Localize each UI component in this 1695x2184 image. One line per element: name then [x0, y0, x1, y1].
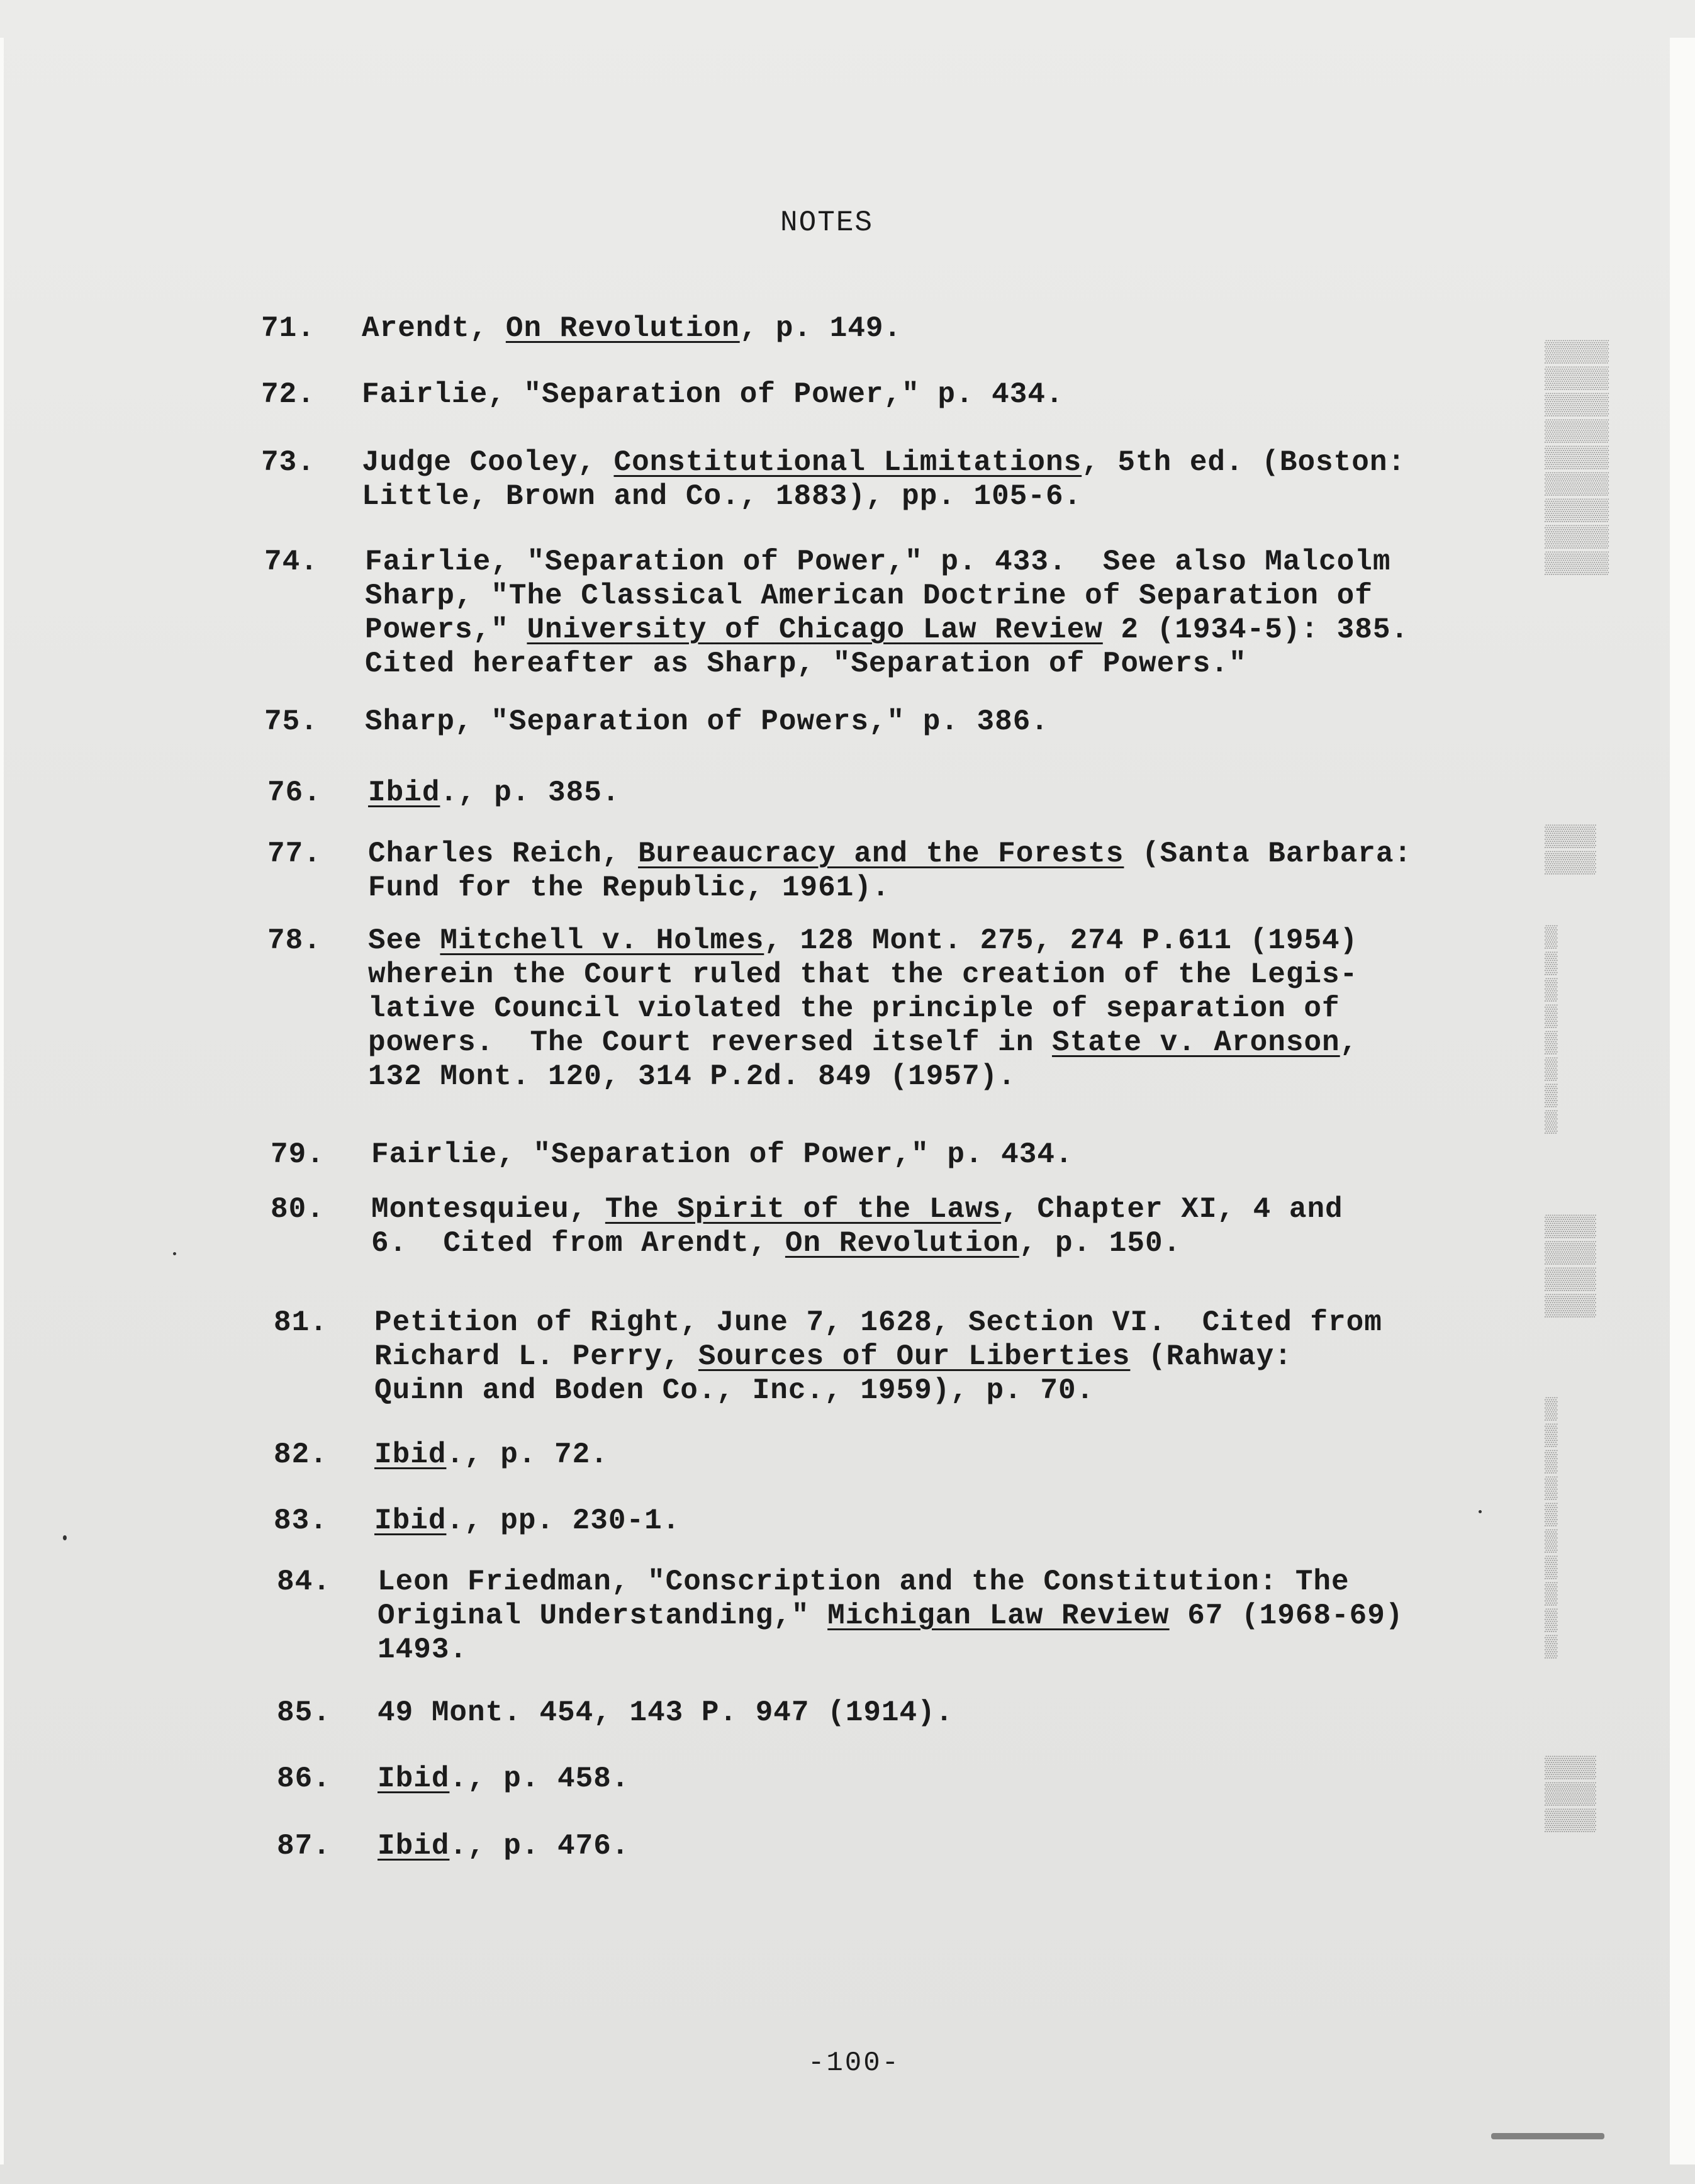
text-segment: powers. The Court reversed itself in: [368, 1026, 1052, 1059]
note-number: 74.: [264, 546, 318, 578]
page-edge-right: [1670, 38, 1695, 2164]
note-text: [371, 1138, 1504, 1172]
note-text: [362, 378, 1494, 412]
text-segment: Sharp, "The Classical American Doctrine of Separation of: [365, 580, 1373, 612]
note-line: [371, 1138, 1504, 1172]
text-segment: 49 Mont. 454, 143 P. 947 (1914).: [378, 1696, 954, 1729]
underlined-title: Ibid: [378, 1830, 450, 1862]
note-number: 73.: [261, 446, 315, 479]
underlined-title: Ibid: [378, 1762, 450, 1795]
note-line: [362, 445, 1494, 479]
note-text: [378, 1762, 1510, 1796]
text-segment: ., p. 385.: [440, 776, 620, 809]
note-text: [374, 1306, 1507, 1408]
underlined-title: University of Chicago Law Review: [527, 613, 1103, 646]
note-line: [368, 1060, 1501, 1094]
text-segment: 67 (1968-69): [1169, 1599, 1404, 1632]
note-number: 76.: [267, 776, 322, 809]
note-number: 87.: [277, 1830, 331, 1862]
text-segment: Fairlie, "Separation of Power," p. 434.: [362, 378, 1064, 411]
text-segment: Richard L. Perry,: [374, 1340, 698, 1373]
text-segment: 6. Cited from Arendt,: [371, 1227, 785, 1260]
text-segment: lative Council violated the principle of separation of: [368, 992, 1340, 1025]
note-line: [374, 1504, 1507, 1538]
text-segment: Powers,": [365, 613, 527, 646]
note-line: [378, 1599, 1510, 1633]
note-line: [368, 871, 1501, 905]
note-line: [368, 924, 1501, 958]
note-number: 83.: [274, 1504, 328, 1537]
underlined-title: State v. Aronson: [1051, 1026, 1340, 1059]
note-line: [374, 1438, 1507, 1472]
text-segment: Quinn and Boden Co., Inc., 1959), p. 70.: [374, 1374, 1095, 1407]
note-line: [365, 579, 1497, 613]
note-line: [365, 545, 1497, 579]
text-segment: ., p. 476.: [449, 1830, 630, 1862]
note-number: 75.: [264, 705, 318, 738]
note-line: [378, 1829, 1510, 1863]
note-line: [374, 1374, 1507, 1408]
note-line: [378, 1565, 1510, 1599]
text-segment: Petition of Right, June 7, 1628, Section VI. Cited from: [374, 1306, 1382, 1339]
note-line: [365, 647, 1497, 681]
note-line: [374, 1306, 1507, 1340]
text-segment: ., pp. 230-1.: [446, 1504, 681, 1537]
underlined-title: Sources of Our Liberties: [698, 1340, 1131, 1373]
text-segment: Little, Brown and Co., 1883), pp. 105-6.: [362, 480, 1082, 513]
scan-smudge: [1491, 2133, 1604, 2139]
note-number: 77.: [267, 837, 322, 870]
scan-speck: [173, 1252, 176, 1255]
text-segment: 1493.: [378, 1633, 468, 1666]
note-number: 84.: [277, 1565, 331, 1598]
note-text: [371, 1192, 1504, 1260]
bleed-through-mark: ▒ ▒ ▒ ▒ ▒ ▒ ▒ ▒: [1545, 926, 1558, 1135]
note-number: 80.: [271, 1193, 325, 1226]
note-line: [371, 1192, 1504, 1226]
note-number: 71.: [261, 312, 315, 345]
underlined-title: Mitchell v. Holmes: [440, 924, 764, 957]
text-segment: , 128 Mont. 275, 274 P.611 (1954): [764, 924, 1358, 957]
bleed-through-mark: ▒ ▒ ▒ ▒ ▒ ▒ ▒ ▒ ▒ ▒: [1545, 1398, 1558, 1660]
page-edge-left: [0, 38, 4, 2164]
note-line: [368, 1026, 1501, 1060]
note-number: 72.: [261, 378, 315, 411]
note-text: [368, 837, 1501, 905]
bleed-through-mark: ▒▒▒▒ ▒▒▒▒ ▒▒▒▒ ▒▒▒▒: [1545, 1216, 1596, 1319]
note-line: [378, 1762, 1510, 1796]
text-segment: , 5th ed. (Boston:: [1082, 446, 1406, 479]
note-line: [365, 705, 1497, 739]
text-segment: Charles Reich,: [368, 837, 639, 870]
underlined-title: Ibid: [374, 1438, 447, 1471]
note-number: 82.: [274, 1438, 328, 1471]
note-line: [368, 776, 1501, 810]
bleed-through-mark: ▒▒▒▒ ▒▒▒▒ ▒▒▒▒: [1545, 1757, 1596, 1834]
note-line: [368, 837, 1501, 871]
note-line: [378, 1633, 1510, 1667]
note-text: [365, 545, 1497, 681]
note-line: [362, 378, 1494, 412]
note-number: 81.: [274, 1306, 328, 1339]
text-segment: Arendt,: [362, 312, 506, 345]
note-line: [362, 311, 1494, 345]
text-segment: , Chapter XI, 4 and: [1001, 1193, 1343, 1226]
text-segment: Cited hereafter as Sharp, "Separation of Powers.": [365, 647, 1247, 680]
note-line: [371, 1226, 1504, 1260]
text-segment: Judge Cooley,: [362, 446, 614, 479]
note-text: [368, 776, 1501, 810]
note-text: [362, 445, 1494, 513]
text-segment: Montesquieu,: [371, 1193, 605, 1226]
text-segment: Fund for the Republic, 1961).: [368, 871, 890, 904]
underlined-title: Bureaucracy and the Forests: [638, 837, 1124, 870]
text-segment: Original Understanding,": [378, 1599, 828, 1632]
underlined-title: The Spirit of the Laws: [605, 1193, 1002, 1226]
bleed-through-mark: ▒▒▒▒▒ ▒▒▒▒▒ ▒▒▒▒▒ ▒▒▒▒▒ ▒▒▒▒▒ ▒▒▒▒▒ ▒▒▒▒▒ ▒▒▒▒▒ ▒▒▒▒▒: [1545, 341, 1609, 576]
note-number: 86.: [277, 1762, 331, 1795]
note-text: [374, 1504, 1507, 1538]
text-segment: (Santa Barbara:: [1124, 837, 1412, 870]
text-segment: , p. 149.: [739, 312, 902, 345]
note-text: [378, 1565, 1510, 1667]
text-segment: wherein the Court ruled that the creation of the Legis-: [368, 958, 1358, 991]
text-segment: Leon Friedman, "Conscription and the Constitution: The: [378, 1565, 1350, 1598]
note-line: [368, 992, 1501, 1026]
text-segment: , p. 150.: [1019, 1227, 1182, 1260]
bleed-through-mark: ▒▒▒▒ ▒▒▒▒: [1545, 826, 1596, 876]
note-text: [374, 1438, 1507, 1472]
text-segment: Fairlie, "Separation of Power," p. 433. See also Malcolm: [365, 546, 1391, 578]
text-segment: (Rahway:: [1130, 1340, 1292, 1373]
text-segment: Fairlie, "Separation of Power," p. 434.: [371, 1138, 1073, 1171]
underlined-title: Michigan Law Review: [827, 1599, 1170, 1632]
note-line: [378, 1696, 1510, 1730]
note-line: [374, 1340, 1507, 1374]
underlined-title: On Revolution: [785, 1227, 1019, 1260]
note-text: [362, 311, 1494, 345]
underlined-title: Constitutional Limitations: [613, 446, 1082, 479]
scan-speck: [63, 1535, 67, 1540]
page-heading: NOTES: [780, 206, 874, 239]
page-number: -100-: [808, 2047, 901, 2079]
underlined-title: On Revolution: [505, 312, 740, 345]
note-text: [368, 924, 1501, 1094]
note-number: 79.: [271, 1138, 325, 1171]
text-segment: See: [368, 924, 440, 957]
text-segment: 2 (1934-5): 385.: [1102, 613, 1409, 646]
text-segment: ,: [1340, 1026, 1358, 1059]
note-line: [368, 958, 1501, 992]
note-text: [378, 1696, 1510, 1730]
note-number: 85.: [277, 1696, 331, 1729]
note-number: 78.: [267, 924, 322, 957]
underlined-title: Ibid: [368, 776, 440, 809]
text-segment: ., p. 458.: [449, 1762, 630, 1795]
underlined-title: Ibid: [374, 1504, 447, 1537]
note-line: [362, 479, 1494, 513]
text-segment: Sharp, "Separation of Powers," p. 386.: [365, 705, 1049, 738]
note-line: [365, 613, 1497, 647]
scan-speck: [1479, 1510, 1482, 1513]
note-text: [378, 1829, 1510, 1863]
text-segment: 132 Mont. 120, 314 P.2d. 849 (1957).: [368, 1060, 1016, 1093]
note-text: [365, 705, 1497, 739]
text-segment: ., p. 72.: [446, 1438, 608, 1471]
